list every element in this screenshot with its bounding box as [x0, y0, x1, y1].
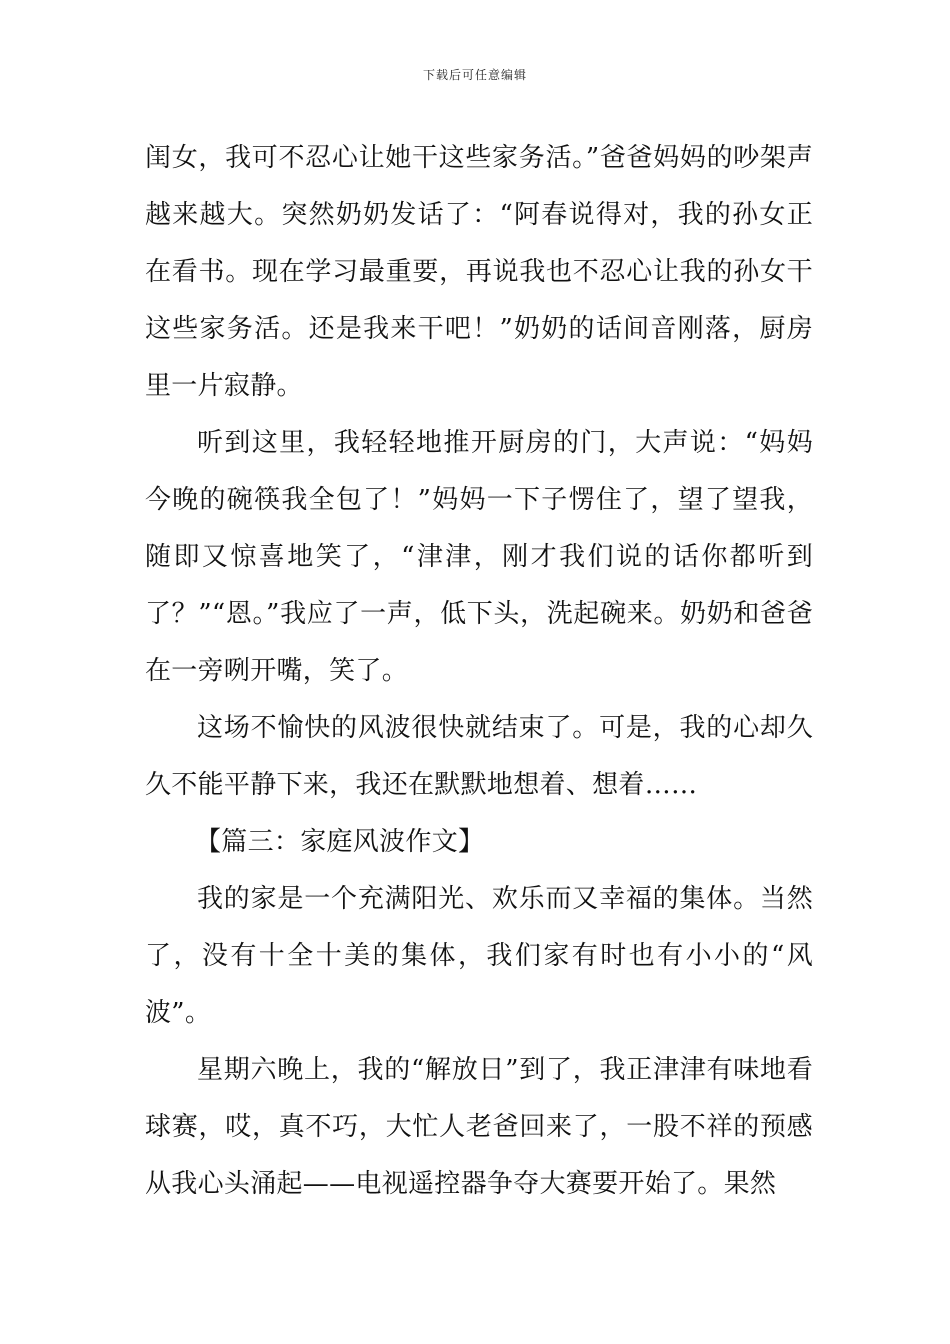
page-header: 下载后可任意编辑	[422, 68, 527, 82]
paragraph: 听到这里，我轻轻地推开厨房的门，大声说：“妈妈今晚的碗筷我全包了！”妈妈一下子愣住了，望了望我，随即又惊喜地笑了，“津津，刚才我们说的话你都听到了？”“恩。”我应了一声，低下头，洗起碗来。奶奶和爸爸在一旁咧开嘴，笑了。	[145, 428, 813, 686]
paragraph: 我的家是一个充满阳光、欢乐而又幸福的集体。当然了，没有十全十美的集体，我们家有时也有小小的“风波”。	[145, 884, 813, 1028]
paragraph: 星期六晚上，我的“解放日”到了，我正津津有味地看球赛，哎，真不巧，大忙人老爸回来了，一股不祥的预感从我心头涌起——电视遥控器争夺大赛要开始了。果然	[145, 1055, 813, 1199]
paragraph-continuation: 闺女，我可不忍心让她干这些家务活。”爸爸妈妈的吵架声越来越大。突然奶奶发话了：“阿春说得对，我的孙女正在看书。现在学习最重要，再说我也不忍心让我的孙女干这些家务活。还是我来干吧！”奶奶的话间音刚落，厨房里一片寂静。	[145, 143, 813, 401]
paragraph: 这场不愉快的风波很快就结束了。可是，我的心却久久不能平静下来，我还在默默地想着、想着……	[145, 713, 813, 800]
section-heading: 【篇三：家庭风波作文】	[195, 827, 485, 857]
document-body	[145, 130, 813, 1213]
